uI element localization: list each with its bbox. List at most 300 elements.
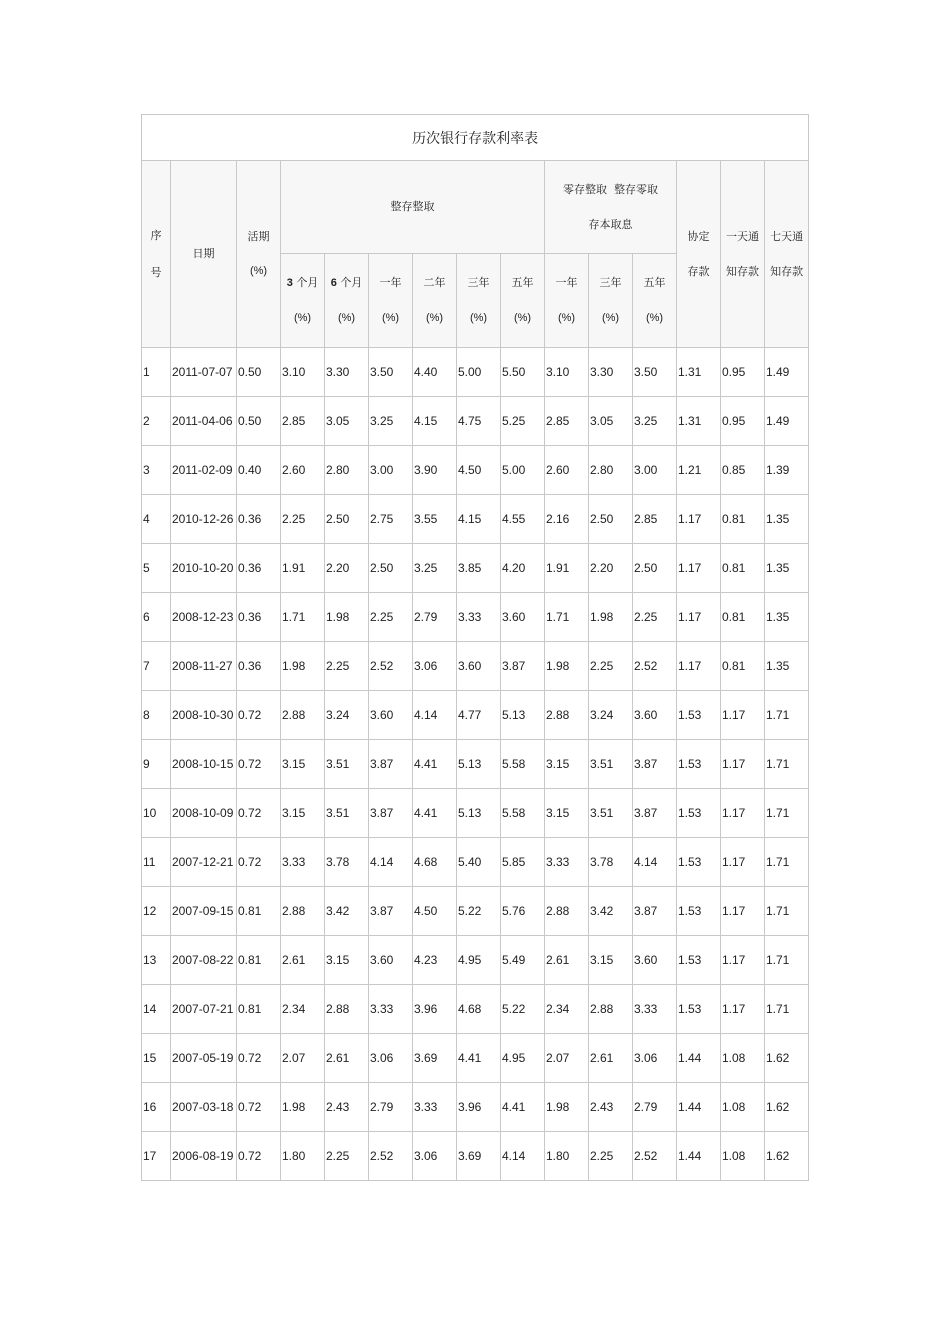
table-cell: 3.33 [457, 593, 501, 642]
table-cell: 3.51 [589, 789, 633, 838]
table-cell: 2.79 [413, 593, 457, 642]
table-cell: 3.25 [369, 397, 413, 446]
table-cell: 1 [142, 348, 171, 397]
table-body [142, 348, 809, 1181]
table-cell: 1.17 [721, 740, 765, 789]
table-cell: 3.87 [369, 789, 413, 838]
table-cell: 1.08 [721, 1132, 765, 1181]
table-cell: 1.62 [765, 1132, 809, 1181]
table-cell: 1.71 [765, 740, 809, 789]
header-oneday-top: 一天通 [726, 229, 759, 243]
table-cell: 0.95 [721, 397, 765, 446]
table-cell: 3.96 [457, 1083, 501, 1132]
header-pct: (%) [469, 311, 488, 324]
table-cell: 1.98 [281, 642, 325, 691]
header-pct: (%) [513, 311, 532, 324]
table-cell: 0.95 [721, 348, 765, 397]
table-cell: 5.25 [501, 397, 545, 446]
table-cell: 2007-03-18 [171, 1083, 237, 1132]
table-cell: 4.15 [457, 495, 501, 544]
table-cell: 3.30 [589, 348, 633, 397]
table-cell: 13 [142, 936, 171, 985]
table-cell: 3.60 [633, 691, 677, 740]
table-cell: 5.22 [457, 887, 501, 936]
table-cell: 2.88 [545, 691, 589, 740]
table-cell: 2.25 [369, 593, 413, 642]
table-cell: 0.72 [237, 691, 281, 740]
header-pct: (%) [425, 311, 444, 324]
table-row [142, 1083, 809, 1132]
table-cell: 11 [142, 838, 171, 887]
table-cell: 0.72 [237, 838, 281, 887]
table-cell: 2008-10-15 [171, 740, 237, 789]
table-cell: 2.50 [633, 544, 677, 593]
table-cell: 2.79 [369, 1083, 413, 1132]
table-cell: 3.78 [325, 838, 369, 887]
table-cell: 2007-05-19 [171, 1034, 237, 1083]
table-cell: 1.62 [765, 1083, 809, 1132]
header-fixed-2y-label: 二年 [423, 276, 446, 290]
table-cell: 1.49 [765, 397, 809, 446]
table-cell: 2008-10-30 [171, 691, 237, 740]
table-cell: 5.58 [501, 789, 545, 838]
table-cell: 2.85 [633, 495, 677, 544]
table-cell: 1.17 [721, 936, 765, 985]
table-cell: 2.25 [325, 642, 369, 691]
table-row [142, 887, 809, 936]
header-sevenday-top: 七天通 [770, 229, 804, 243]
table-cell: 2 [142, 397, 171, 446]
table-cell: 3.15 [545, 789, 589, 838]
table-cell: 2.88 [281, 887, 325, 936]
header-fixed-6m-unit: 个月 [340, 275, 363, 289]
header-agreement [677, 161, 721, 348]
table-cell: 0.72 [237, 1034, 281, 1083]
table-cell: 1.71 [765, 985, 809, 1034]
table-cell: 3.50 [633, 348, 677, 397]
table-cell: 1.08 [721, 1034, 765, 1083]
table-cell: 3.87 [633, 740, 677, 789]
table-cell: 2.25 [589, 1132, 633, 1181]
table-cell: 4.41 [501, 1083, 545, 1132]
table-cell: 3.30 [325, 348, 369, 397]
table-cell: 0.81 [237, 887, 281, 936]
table-cell: 1.08 [721, 1083, 765, 1132]
table-cell: 1.80 [281, 1132, 325, 1181]
table-cell: 16 [142, 1083, 171, 1132]
table-cell: 2.20 [589, 544, 633, 593]
header-current-bottom: (%) [249, 265, 268, 277]
table-cell: 4.41 [413, 740, 457, 789]
table-cell: 0.36 [237, 495, 281, 544]
table-cell: 2.60 [281, 446, 325, 495]
table-cell: 2.43 [325, 1083, 369, 1132]
table-cell: 1.39 [765, 446, 809, 495]
table-cell: 2.61 [589, 1034, 633, 1083]
table-cell: 5.22 [501, 985, 545, 1034]
table-cell: 1.91 [545, 544, 589, 593]
table-cell: 5.50 [501, 348, 545, 397]
header-sevenday [765, 161, 809, 348]
table-cell: 4.55 [501, 495, 545, 544]
header-fixed-3m [281, 254, 325, 348]
table-cell: 3.87 [501, 642, 545, 691]
table-row [142, 985, 809, 1034]
table-cell: 0.72 [237, 1132, 281, 1181]
table-cell: 2010-12-26 [171, 495, 237, 544]
table-cell: 0.36 [237, 593, 281, 642]
table-cell: 4.40 [413, 348, 457, 397]
table-cell: 3.15 [281, 740, 325, 789]
table-cell: 5.49 [501, 936, 545, 985]
table-cell: 0.81 [237, 985, 281, 1034]
table-cell: 5 [142, 544, 171, 593]
table-cell: 10 [142, 789, 171, 838]
header-seq [142, 161, 171, 348]
header-small-3y-label: 三年 [599, 276, 622, 290]
table-row [142, 838, 809, 887]
table-cell: 1.17 [677, 544, 721, 593]
table-cell: 3.60 [501, 593, 545, 642]
header-seq-top: 序 [150, 228, 162, 242]
table-cell: 0.81 [721, 495, 765, 544]
table-cell: 1.71 [765, 691, 809, 740]
table-cell: 3.87 [633, 887, 677, 936]
header-fixed-5y-label: 五年 [511, 276, 534, 290]
table-cell: 1.17 [721, 985, 765, 1034]
table-cell: 1.17 [677, 642, 721, 691]
table-cell: 15 [142, 1034, 171, 1083]
table-cell: 3.96 [413, 985, 457, 1034]
table-cell: 1.53 [677, 887, 721, 936]
table-cell: 3.90 [413, 446, 457, 495]
header-current-top: 活期 [247, 229, 270, 243]
table-cell: 2.61 [281, 936, 325, 985]
table-cell: 2006-08-19 [171, 1132, 237, 1181]
table-cell: 4.50 [457, 446, 501, 495]
table-row [142, 544, 809, 593]
table-cell: 2007-09-15 [171, 887, 237, 936]
table-cell: 1.44 [677, 1083, 721, 1132]
table-cell: 0.81 [721, 544, 765, 593]
table-cell: 2.79 [633, 1083, 677, 1132]
table-cell: 4.14 [413, 691, 457, 740]
table-cell: 2.25 [281, 495, 325, 544]
table-cell: 1.53 [677, 789, 721, 838]
table-cell: 1.35 [765, 495, 809, 544]
table-cell: 3.06 [413, 1132, 457, 1181]
table-cell: 4.50 [413, 887, 457, 936]
table-cell: 2.85 [281, 397, 325, 446]
table-cell: 2008-10-09 [171, 789, 237, 838]
header-oneday-bottom: 知存款 [726, 265, 759, 278]
table-row [142, 397, 809, 446]
table-cell: 3.06 [413, 642, 457, 691]
table-cell: 3.24 [325, 691, 369, 740]
table-cell: 2.88 [589, 985, 633, 1034]
table-cell: 0.81 [721, 642, 765, 691]
table-cell: 2.88 [545, 887, 589, 936]
table-cell: 12 [142, 887, 171, 936]
interest-rate-sheet [141, 114, 809, 1181]
table-cell: 0.72 [237, 1083, 281, 1132]
table-cell: 1.17 [677, 495, 721, 544]
table-cell: 2.85 [545, 397, 589, 446]
table-row [142, 740, 809, 789]
header-seq-bottom: 号 [150, 266, 162, 279]
table-cell: 1.35 [765, 593, 809, 642]
header-pct: (%) [337, 312, 356, 324]
table-cell: 1.21 [677, 446, 721, 495]
header-fixed-3m-unit: 个月 [296, 275, 319, 289]
table-cell: 3.25 [633, 397, 677, 446]
table-cell: 3.25 [413, 544, 457, 593]
table-cell: 2.52 [369, 1132, 413, 1181]
table-cell: 3.05 [325, 397, 369, 446]
header-oneday [721, 161, 765, 348]
table-cell: 3.87 [633, 789, 677, 838]
table-cell: 3.00 [633, 446, 677, 495]
table-cell: 3.42 [325, 887, 369, 936]
table-cell: 4.68 [413, 838, 457, 887]
table-cell: 5.13 [457, 740, 501, 789]
table-cell: 2.80 [589, 446, 633, 495]
header-small-5y [633, 254, 677, 348]
header-fixed-3y [457, 254, 501, 348]
table-cell: 5.00 [501, 446, 545, 495]
table-cell: 2011-04-06 [171, 397, 237, 446]
table-cell: 4 [142, 495, 171, 544]
table-cell: 3.87 [369, 887, 413, 936]
table-cell: 4.14 [633, 838, 677, 887]
table-cell: 3.78 [589, 838, 633, 887]
table-cell: 5.00 [457, 348, 501, 397]
header-fixed-3y-label: 三年 [467, 276, 490, 290]
table-cell: 1.71 [765, 789, 809, 838]
table-row [142, 789, 809, 838]
header-small-3y [589, 254, 633, 348]
table-cell: 1.17 [721, 789, 765, 838]
table-title: 历次银行存款利率表 [142, 115, 809, 161]
table-cell: 4.95 [501, 1034, 545, 1083]
table-cell: 4.77 [457, 691, 501, 740]
table-cell: 6 [142, 593, 171, 642]
table-cell: 3.05 [589, 397, 633, 446]
header-current [237, 161, 281, 348]
table-cell: 2.34 [545, 985, 589, 1034]
header-small-group-line1: 零存整取 整存零取 [563, 182, 658, 196]
table-cell: 2.07 [281, 1034, 325, 1083]
table-cell: 3.69 [457, 1132, 501, 1181]
table-cell: 2.25 [633, 593, 677, 642]
table-cell: 0.50 [237, 397, 281, 446]
table-cell: 2007-08-22 [171, 936, 237, 985]
table-cell: 0.72 [237, 740, 281, 789]
table-cell: 3.60 [633, 936, 677, 985]
header-small-group [545, 161, 677, 254]
table-cell: 1.31 [677, 348, 721, 397]
header-pct: (%) [381, 311, 400, 324]
table-row [142, 446, 809, 495]
header-pct: (%) [557, 311, 576, 324]
table-cell: 3.33 [369, 985, 413, 1034]
table-cell: 3.10 [545, 348, 589, 397]
table-cell: 1.62 [765, 1034, 809, 1083]
table-cell: 3.06 [633, 1034, 677, 1083]
table-cell: 5.13 [501, 691, 545, 740]
table-cell: 1.98 [325, 593, 369, 642]
table-cell: 2.75 [369, 495, 413, 544]
table-cell: 17 [142, 1132, 171, 1181]
table-cell: 3.06 [369, 1034, 413, 1083]
table-cell: 2.34 [281, 985, 325, 1034]
table-cell: 0.72 [237, 789, 281, 838]
table-cell: 14 [142, 985, 171, 1034]
table-cell: 2.50 [325, 495, 369, 544]
table-cell: 1.80 [545, 1132, 589, 1181]
table-cell: 1.49 [765, 348, 809, 397]
table-cell: 3.33 [281, 838, 325, 887]
header-fixed-1y-label: 一年 [379, 276, 402, 290]
table-cell: 1.98 [589, 593, 633, 642]
table-cell: 2.88 [281, 691, 325, 740]
table-cell: 3.15 [589, 936, 633, 985]
table-cell: 1.17 [721, 691, 765, 740]
table-cell: 5.85 [501, 838, 545, 887]
header-small-1y [545, 254, 589, 348]
header-small-5y-label: 五年 [643, 276, 666, 290]
table-cell: 3.60 [369, 691, 413, 740]
table-cell: 3.33 [633, 985, 677, 1034]
table-cell: 0.36 [237, 544, 281, 593]
table-cell: 1.44 [677, 1034, 721, 1083]
table-cell: 9 [142, 740, 171, 789]
header-fixed-3m-num: 3 [286, 276, 293, 289]
table-cell: 3.15 [281, 789, 325, 838]
table-cell: 1.98 [281, 1083, 325, 1132]
table-row [142, 691, 809, 740]
table-cell: 2.61 [325, 1034, 369, 1083]
table-cell: 4.20 [501, 544, 545, 593]
table-cell: 3.10 [281, 348, 325, 397]
table-cell: 0.81 [721, 593, 765, 642]
header-date: 日期 [171, 161, 237, 348]
table-cell: 4.14 [501, 1132, 545, 1181]
table-cell: 1.98 [545, 642, 589, 691]
table-cell: 5.13 [457, 789, 501, 838]
table-cell: 0.40 [237, 446, 281, 495]
table-row [142, 642, 809, 691]
table-cell: 3.00 [369, 446, 413, 495]
table-cell: 1.53 [677, 838, 721, 887]
table-row [142, 593, 809, 642]
table-cell: 2.07 [545, 1034, 589, 1083]
header-pct: (%) [645, 311, 664, 324]
table-cell: 2008-12-23 [171, 593, 237, 642]
table-cell: 1.53 [677, 936, 721, 985]
table-cell: 2.25 [325, 1132, 369, 1181]
table-cell: 3.51 [325, 789, 369, 838]
table-cell: 8 [142, 691, 171, 740]
table-cell: 3.69 [413, 1034, 457, 1083]
table-cell: 1.35 [765, 544, 809, 593]
table-cell: 1.53 [677, 985, 721, 1034]
table-cell: 1.71 [281, 593, 325, 642]
table-cell: 2.52 [633, 1132, 677, 1181]
header-fixed-5y [501, 254, 545, 348]
table-cell: 1.98 [545, 1083, 589, 1132]
table-cell: 2.61 [545, 936, 589, 985]
table-cell: 2.88 [325, 985, 369, 1034]
table-cell: 3.85 [457, 544, 501, 593]
table-cell: 2007-12-21 [171, 838, 237, 887]
table-cell: 4.95 [457, 936, 501, 985]
table-cell: 1.35 [765, 642, 809, 691]
table-cell: 4.41 [413, 789, 457, 838]
table-cell: 3.15 [325, 936, 369, 985]
header-pct: (%) [293, 312, 312, 324]
table-cell: 1.44 [677, 1132, 721, 1181]
header-fixed-group: 整存整取 [281, 161, 545, 254]
table-row [142, 1034, 809, 1083]
table-cell: 3.87 [369, 740, 413, 789]
table-cell: 2.50 [369, 544, 413, 593]
table-cell: 1.17 [721, 887, 765, 936]
header-small-1y-label: 一年 [555, 276, 578, 290]
table-cell: 1.53 [677, 691, 721, 740]
table-cell: 4.14 [369, 838, 413, 887]
table-cell: 1.17 [677, 593, 721, 642]
interest-rate-table [141, 114, 809, 1181]
table-cell: 1.71 [765, 936, 809, 985]
table-cell: 5.58 [501, 740, 545, 789]
table-cell: 2007-07-21 [171, 985, 237, 1034]
table-cell: 3.33 [413, 1083, 457, 1132]
table-cell: 4.15 [413, 397, 457, 446]
table-cell: 1.71 [545, 593, 589, 642]
table-cell: 2.52 [633, 642, 677, 691]
header-fixed-6m-num: 6 [330, 276, 337, 289]
table-row [142, 495, 809, 544]
table-cell: 5.76 [501, 887, 545, 936]
header-agreement-bottom: 存款 [687, 265, 710, 278]
table-cell: 4.23 [413, 936, 457, 985]
table-cell: 2.20 [325, 544, 369, 593]
table-cell: 2.60 [545, 446, 589, 495]
table-cell: 0.50 [237, 348, 281, 397]
table-cell: 3.60 [369, 936, 413, 985]
header-small-group-line2: 存本取息 [588, 218, 633, 231]
table-cell: 2.43 [589, 1083, 633, 1132]
table-cell: 3.42 [589, 887, 633, 936]
header-fixed-6m [325, 254, 369, 348]
table-cell: 1.91 [281, 544, 325, 593]
table-cell: 2.80 [325, 446, 369, 495]
table-cell: 3.51 [325, 740, 369, 789]
table-cell: 3 [142, 446, 171, 495]
table-cell: 1.53 [677, 740, 721, 789]
table-cell: 1.71 [765, 838, 809, 887]
table-cell: 2010-10-20 [171, 544, 237, 593]
table-cell: 3.51 [589, 740, 633, 789]
table-cell: 3.55 [413, 495, 457, 544]
table-cell: 7 [142, 642, 171, 691]
table-cell: 3.24 [589, 691, 633, 740]
table-cell: 2.50 [589, 495, 633, 544]
table-cell: 2.52 [369, 642, 413, 691]
table-cell: 1.31 [677, 397, 721, 446]
table-cell: 4.75 [457, 397, 501, 446]
